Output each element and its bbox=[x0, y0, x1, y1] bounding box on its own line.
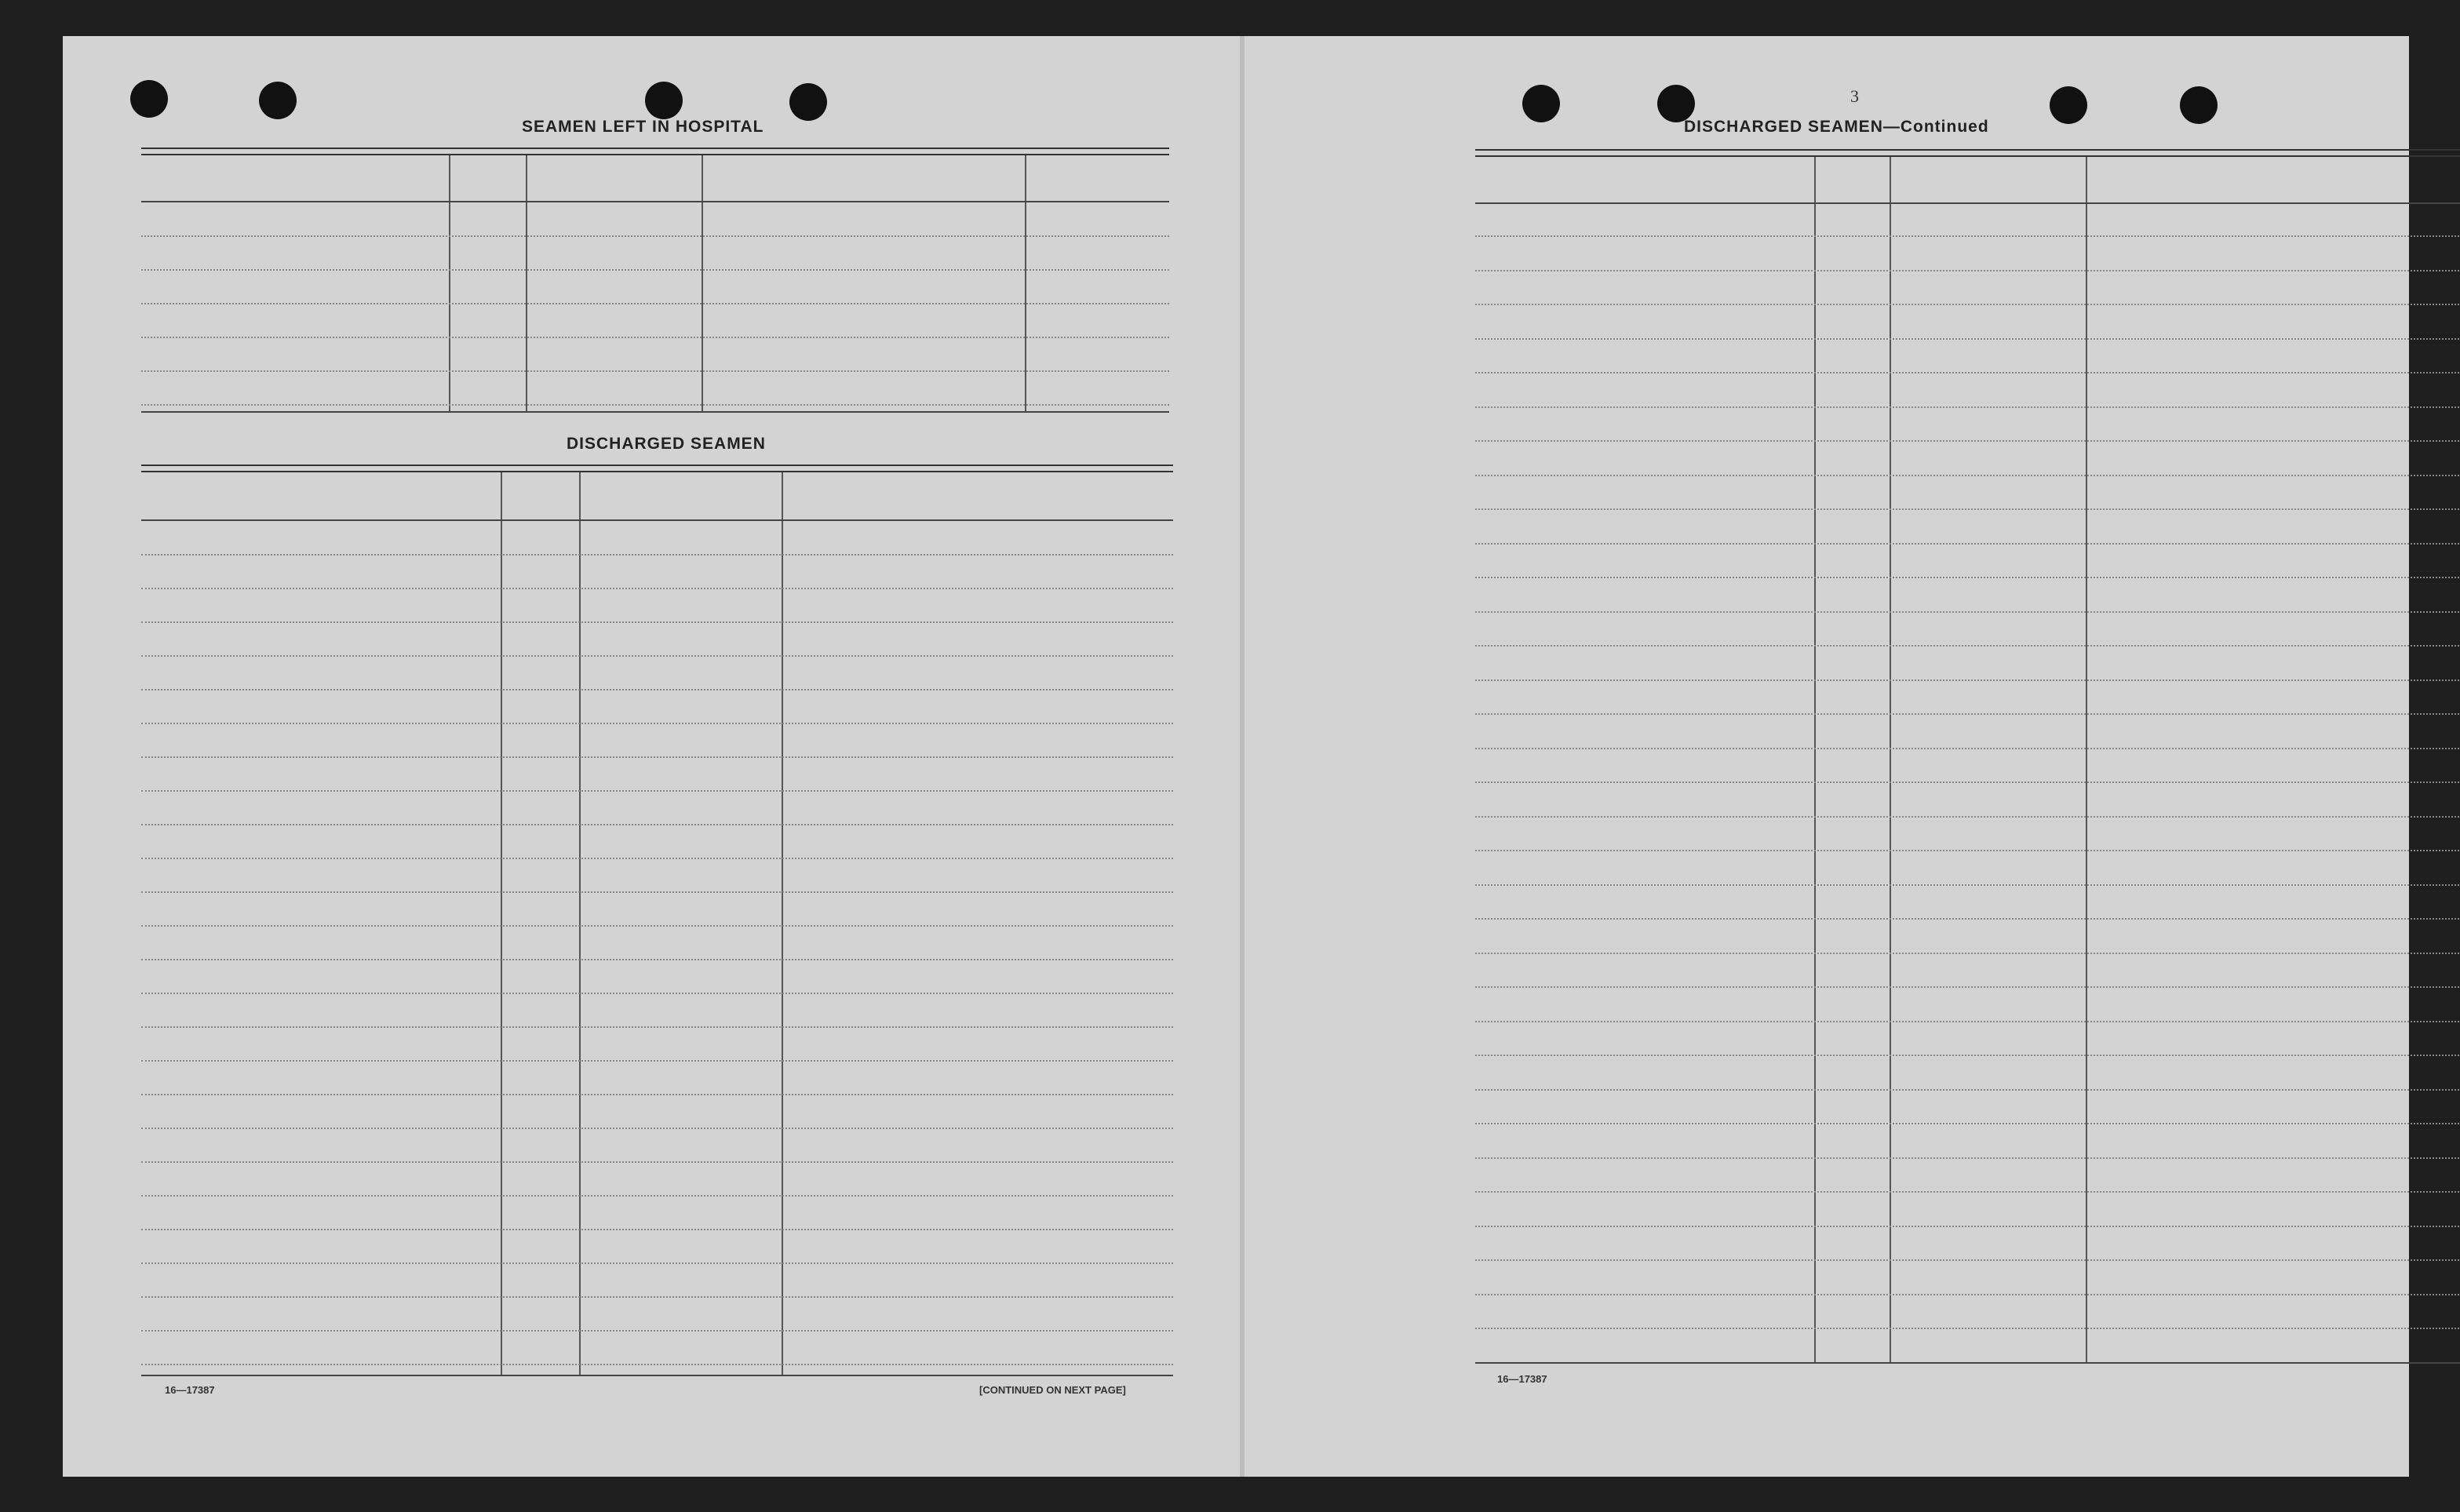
ruled-line bbox=[1475, 816, 2460, 818]
column-divider bbox=[702, 155, 703, 411]
ruled-line bbox=[141, 554, 1173, 556]
ruled-line bbox=[1475, 1226, 2460, 1227]
ruled-line bbox=[1475, 645, 2460, 647]
ruled-line bbox=[141, 1094, 1173, 1095]
ruled-line bbox=[141, 723, 1173, 724]
header-rule bbox=[141, 519, 1173, 521]
continued-note: [CONTINUED ON NEXT PAGE] bbox=[979, 1384, 1126, 1396]
header-rule bbox=[1475, 202, 2460, 204]
ruled-line bbox=[1475, 372, 2460, 373]
ruled-line bbox=[1475, 577, 2460, 578]
discharged-top-rule bbox=[141, 465, 1173, 472]
ruled-line bbox=[1475, 1191, 2460, 1193]
left-page bbox=[63, 36, 1232, 1477]
column-divider bbox=[1025, 155, 1026, 411]
bottom-rule bbox=[141, 1375, 1173, 1376]
ruled-line bbox=[1475, 1021, 2460, 1022]
ruled-line bbox=[1475, 508, 2460, 510]
punch-hole bbox=[2180, 86, 2218, 124]
ruled-line bbox=[141, 621, 1173, 623]
ruled-line bbox=[141, 1128, 1173, 1129]
ruled-line bbox=[141, 790, 1173, 792]
ruled-line bbox=[1475, 440, 2460, 442]
ruled-line bbox=[1475, 884, 2460, 886]
document-sheet bbox=[63, 36, 2409, 1477]
ruled-line bbox=[1475, 679, 2460, 681]
ruled-line bbox=[1475, 918, 2460, 920]
ruled-line bbox=[141, 588, 1173, 589]
header-rule bbox=[141, 201, 1169, 202]
ruled-line bbox=[141, 858, 1173, 859]
punch-hole bbox=[2050, 86, 2087, 124]
ruled-line bbox=[141, 337, 1169, 338]
punch-hole bbox=[130, 80, 168, 118]
hospital-section-title: SEAMEN LEFT IN HOSPITAL bbox=[522, 118, 764, 136]
ruled-line bbox=[141, 303, 1169, 304]
ruled-line bbox=[1475, 543, 2460, 545]
ruled-line bbox=[141, 655, 1173, 657]
column-divider bbox=[449, 155, 450, 411]
column-divider bbox=[501, 472, 502, 1375]
ruled-line bbox=[141, 404, 1169, 406]
ruled-line bbox=[1475, 1157, 2460, 1159]
page-fold bbox=[1240, 36, 1245, 1477]
form-number-right: 16—17387 bbox=[1497, 1373, 1547, 1385]
column-divider bbox=[782, 472, 783, 1375]
ruled-line bbox=[141, 1161, 1173, 1163]
punch-hole bbox=[1522, 85, 1560, 122]
bottom-rule bbox=[1475, 1362, 2460, 1364]
ruled-line bbox=[141, 370, 1169, 372]
ruled-line bbox=[141, 959, 1173, 960]
ruled-line bbox=[1475, 475, 2460, 476]
ruled-line bbox=[141, 993, 1173, 994]
column-divider bbox=[579, 472, 581, 1375]
ruled-line bbox=[1475, 270, 2460, 271]
ruled-line bbox=[1475, 1294, 2460, 1295]
form-number: 16—17387 bbox=[165, 1384, 215, 1396]
ruled-line bbox=[1475, 1123, 2460, 1124]
right-top-rule bbox=[1475, 149, 2460, 157]
ruled-line bbox=[141, 925, 1173, 927]
ruled-line bbox=[1475, 304, 2460, 305]
ruled-line bbox=[1475, 1259, 2460, 1261]
discharged-continued-title: DISCHARGED SEAMEN—Continued bbox=[1684, 118, 1989, 136]
ruled-line bbox=[1475, 850, 2460, 851]
ruled-line bbox=[1475, 748, 2460, 749]
discharged-section-title: DISCHARGED SEAMEN bbox=[567, 435, 766, 453]
ruled-line bbox=[141, 269, 1169, 271]
ruled-line bbox=[141, 824, 1173, 825]
punch-hole bbox=[645, 82, 683, 119]
ruled-line bbox=[1475, 1328, 2460, 1329]
ruled-line bbox=[141, 1229, 1173, 1230]
ruled-line bbox=[141, 689, 1173, 690]
ruled-line bbox=[141, 235, 1169, 237]
ruled-line bbox=[1475, 713, 2460, 715]
ruled-line bbox=[1475, 1089, 2460, 1091]
ruled-line bbox=[141, 1195, 1173, 1197]
bottom-rule bbox=[141, 411, 1169, 413]
ruled-line bbox=[141, 1330, 1173, 1332]
ruled-line bbox=[1475, 338, 2460, 340]
hospital-top-rule bbox=[141, 148, 1169, 155]
punch-hole bbox=[1657, 85, 1695, 122]
ruled-line bbox=[141, 1060, 1173, 1062]
column-divider bbox=[526, 155, 527, 411]
page-number: 3 bbox=[1850, 86, 1859, 106]
ruled-line bbox=[141, 756, 1173, 758]
ruled-line bbox=[1475, 953, 2460, 954]
punch-hole bbox=[789, 83, 827, 121]
ruled-line bbox=[1475, 611, 2460, 613]
punch-hole bbox=[259, 82, 297, 119]
ruled-line bbox=[1475, 986, 2460, 988]
ruled-line bbox=[1475, 1055, 2460, 1056]
ruled-line bbox=[141, 1296, 1173, 1298]
ruled-line bbox=[141, 1262, 1173, 1264]
ruled-line bbox=[1475, 782, 2460, 783]
ruled-line bbox=[1475, 406, 2460, 408]
ruled-line bbox=[141, 1026, 1173, 1028]
ruled-line bbox=[141, 891, 1173, 893]
ruled-line bbox=[1475, 235, 2460, 237]
right-page bbox=[1256, 36, 2409, 1477]
ruled-line bbox=[141, 1364, 1173, 1365]
